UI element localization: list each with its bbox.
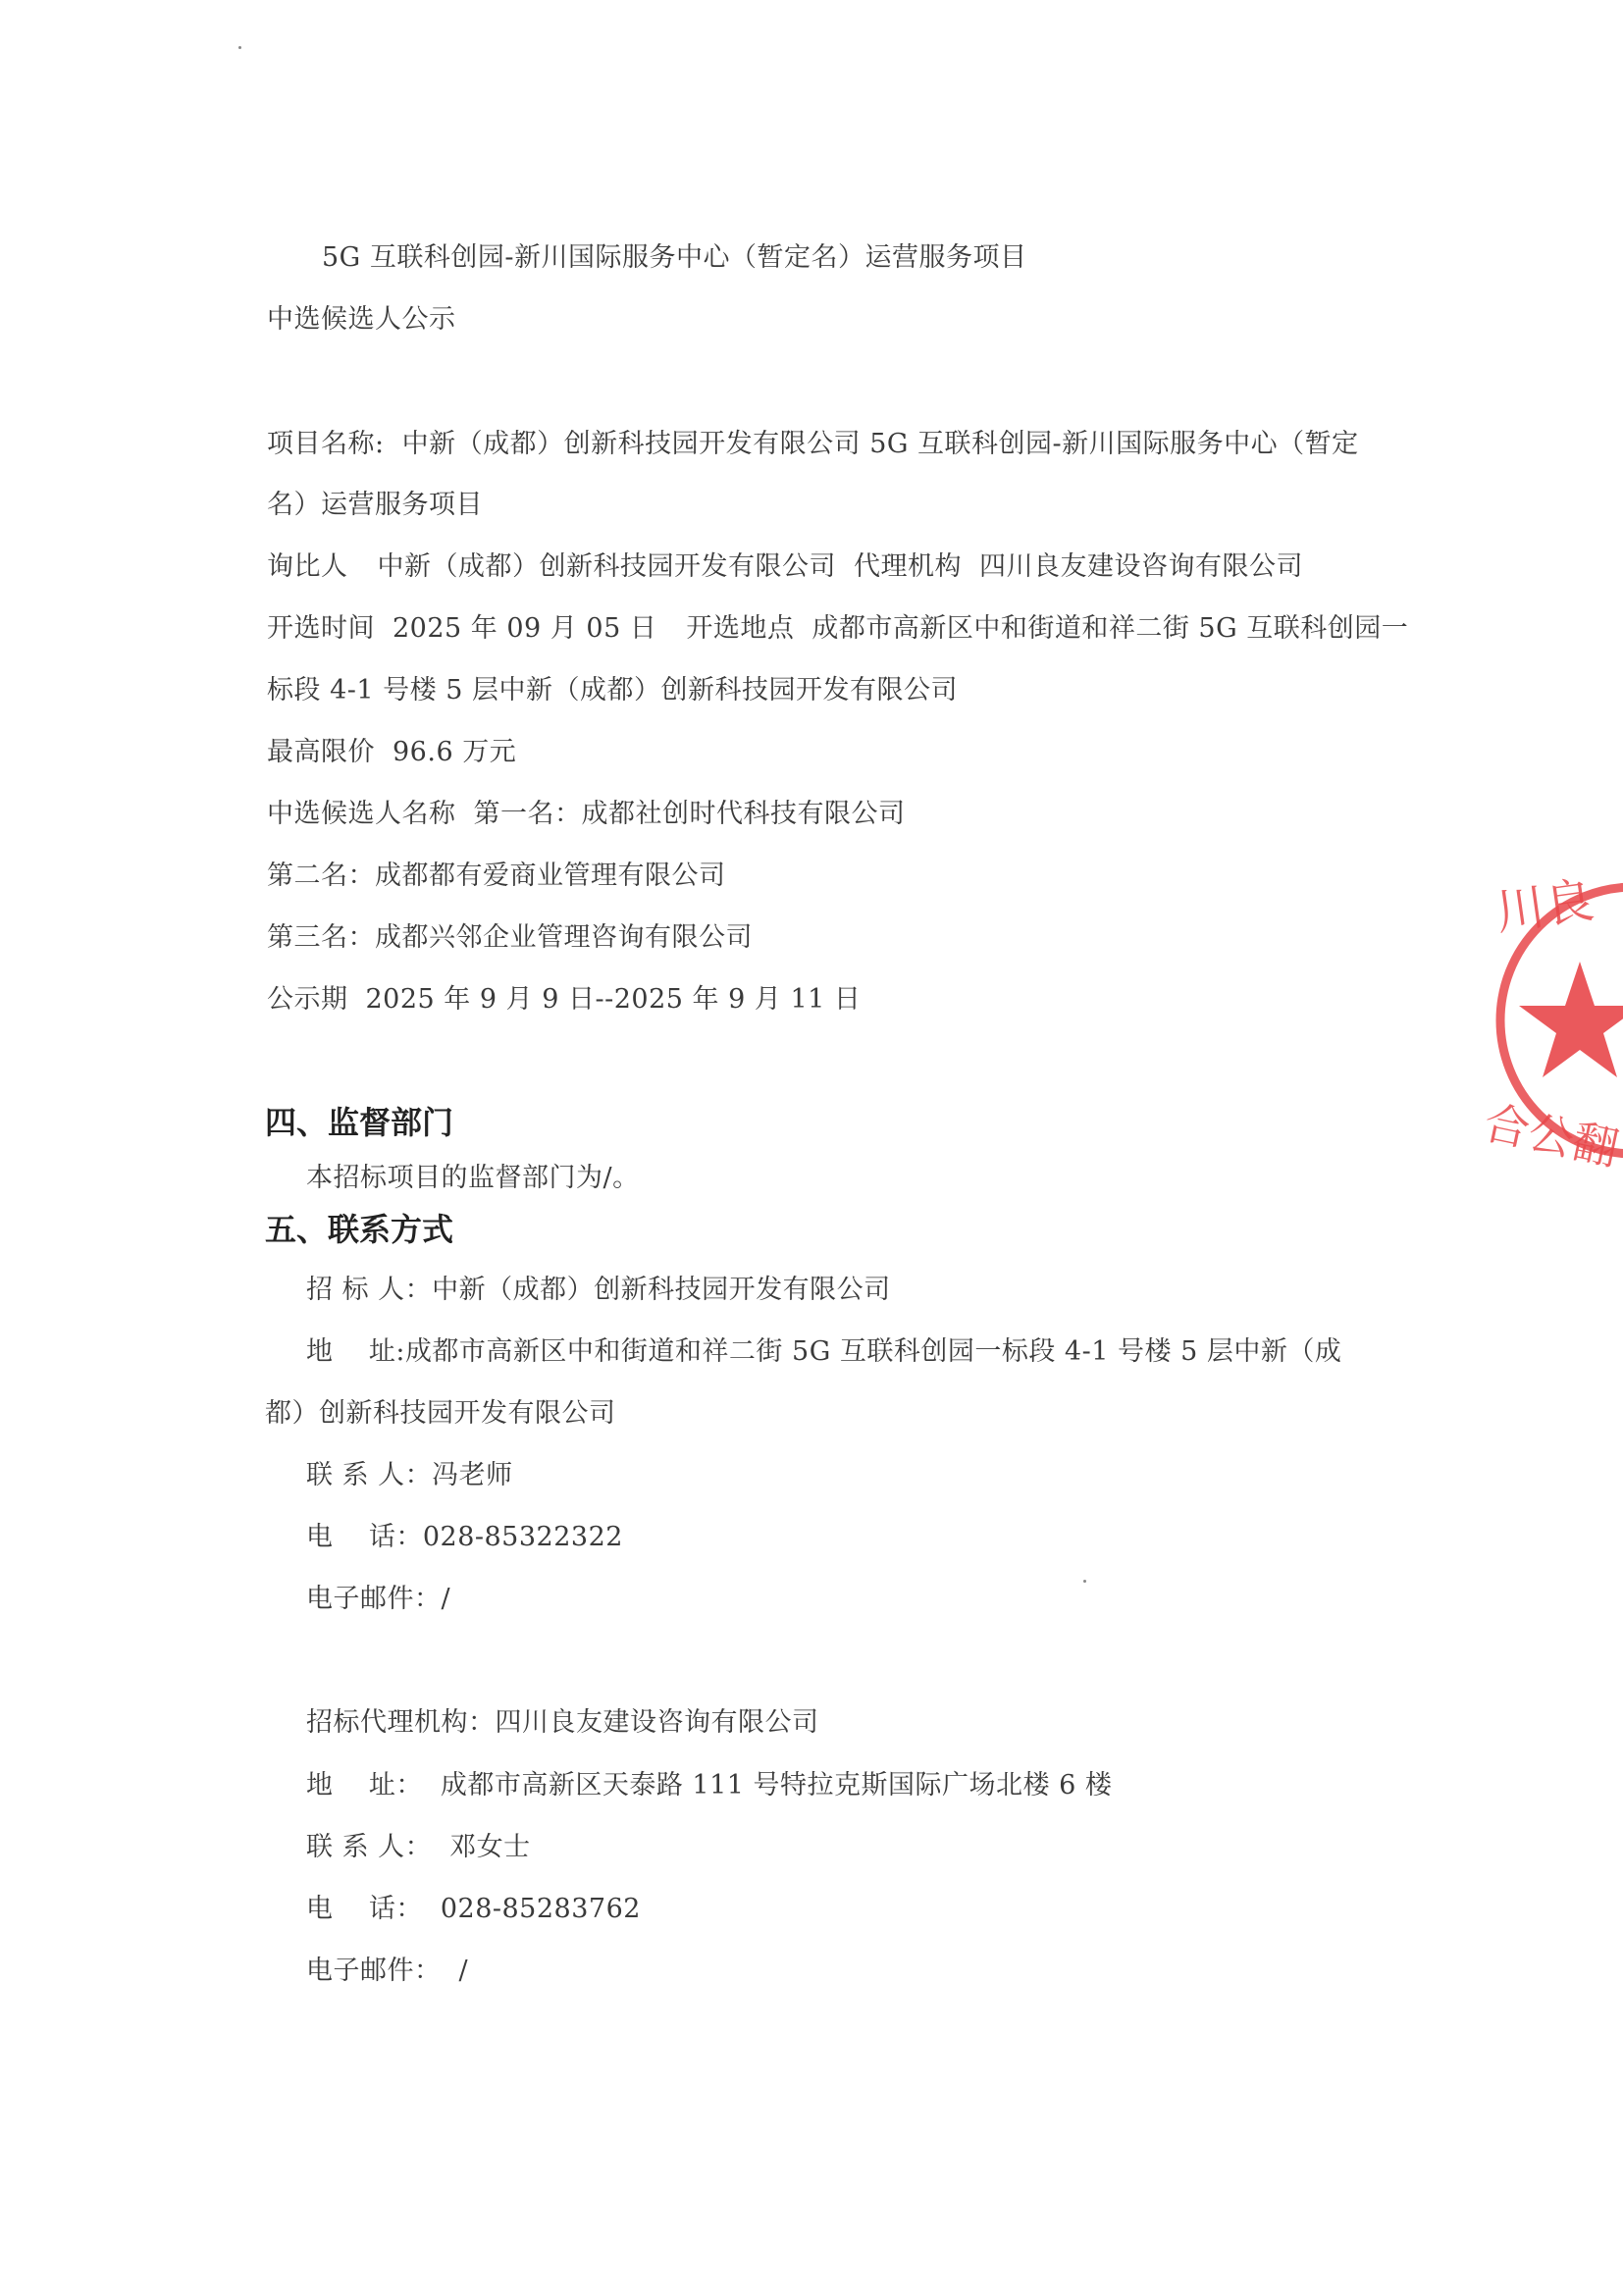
agency-email-label: 电子邮件： [306,1956,442,1986]
project-name-row-cont [267,489,483,522]
phone-row [306,1521,623,1554]
title-line-1: 5G 互联科创园-新川国际服务中心（暂定名）运营服务项目 [322,242,1027,273]
seal-text-top: 川良 [1492,870,1597,942]
period-row [267,983,861,1017]
section-5-heading: 五、联系方式 [265,1211,454,1248]
document-subtitle [267,303,456,337]
agency-person-label: 联 系 人： [306,1832,433,1862]
contact-row [306,1459,513,1492]
agency-address-value: 成都市高新区天泰路 111 号特拉克斯国际广场北楼 6 楼 [440,1770,1113,1800]
candidate-first: 第一名：成都社创时代科技有限公司 [473,799,906,829]
max-price-value: 96.6 万元 [393,737,517,767]
agency-value: 四川良友建设咨询有限公司 [979,551,1303,582]
open-time-label: 开选时间 [267,613,375,644]
seal-text-bottom: 合公翻 [1479,1095,1623,1176]
tenderer-row [306,1274,891,1307]
agency-row [306,1706,819,1740]
inquirer-row [267,550,1303,584]
email-row [306,1583,450,1616]
tenderer-value: 中新（成都）创新科技园开发有限公司 [432,1275,891,1305]
contact-label: 联 系 人： [306,1460,433,1490]
phone-label: 电 话： [306,1522,423,1552]
candidate-third-row [267,921,753,955]
agency-address-label: 地 址： [306,1770,423,1800]
agency-person-value: 邓女士 [449,1832,531,1862]
address-value-cont: 都）创新科技园开发有限公司 [265,1398,616,1429]
period-value: 2025 年 9 月 9 日--2025 年 9 月 11 日 [365,984,862,1015]
tenderer-label: 招 标 人： [306,1275,433,1305]
section-4-text: 本招标项目的监督部门为/。 [306,1163,640,1193]
agency-contact-value: 四川良友建设咨询有限公司 [495,1707,819,1738]
open-time-row [267,612,1408,646]
star-icon [1519,962,1623,1077]
contact-value: 冯老师 [432,1460,513,1490]
agency-label: 代理机构 [854,551,962,582]
address-label: 地 址: [306,1336,405,1367]
agency-email-value: / [458,1956,469,1986]
max-price-row [267,736,516,769]
candidate-second: 第二名：成都都有爱商业管理有限公司 [267,861,726,891]
official-seal-stamp [1477,854,1623,1187]
open-place-label: 开选地点 [686,613,795,644]
email-value: / [441,1584,451,1614]
title-line-2: 中选候选人公示 [267,304,456,335]
candidate-second-row [267,860,726,893]
scan-speck [238,46,241,49]
agency-phone-value: 028-85283762 [440,1894,641,1924]
agency-address-row [306,1769,1112,1802]
max-price-label: 最高限价 [267,737,375,767]
open-place-value-cont: 标段 4-1 号楼 5 层中新（成都）创新科技园开发有限公司 [267,675,958,705]
agency-email-row [306,1955,468,1988]
phone-value: 028-85322322 [422,1522,623,1552]
scan-speck [1083,1580,1086,1583]
section-4-heading: 四、监督部门 [265,1104,454,1141]
project-name-row [267,428,1359,461]
inquirer-label: 询比人 [267,551,348,582]
inquirer-value: 中新（成都）创新科技园开发有限公司 [377,551,836,582]
candidates-label: 中选候选人名称 [267,799,456,829]
open-time-value: 2025 年 09 月 05 日 [393,613,657,644]
agency-phone-label: 电 话： [306,1894,423,1924]
address-value: 成都市高新区中和街道和祥二街 5G 互联科创园一标段 4-1 号楼 5 层中新（成 [404,1336,1342,1367]
agency-contact-label: 招标代理机构： [306,1707,496,1738]
agency-phone-row [306,1893,641,1926]
open-place-row-cont [267,674,958,707]
agency-person-row [306,1831,531,1864]
document-title [322,241,1026,275]
email-label: 电子邮件： [306,1584,442,1614]
candidate-third: 第三名：成都兴邻企业管理咨询有限公司 [267,922,753,953]
project-name-value: 中新（成都）创新科技园开发有限公司 5G 互联科创园-新川国际服务中心（暂定 [401,429,1359,459]
open-place-value: 成都市高新区中和街道和祥二街 5G 互联科创园一 [812,613,1409,644]
address-row-cont [265,1397,616,1431]
project-name-value-cont: 名）运营服务项目 [267,490,483,520]
candidates-row [267,798,906,831]
address-row [306,1335,1341,1369]
project-name-label: 项目名称: [267,429,385,459]
period-label: 公示期 [267,984,348,1015]
